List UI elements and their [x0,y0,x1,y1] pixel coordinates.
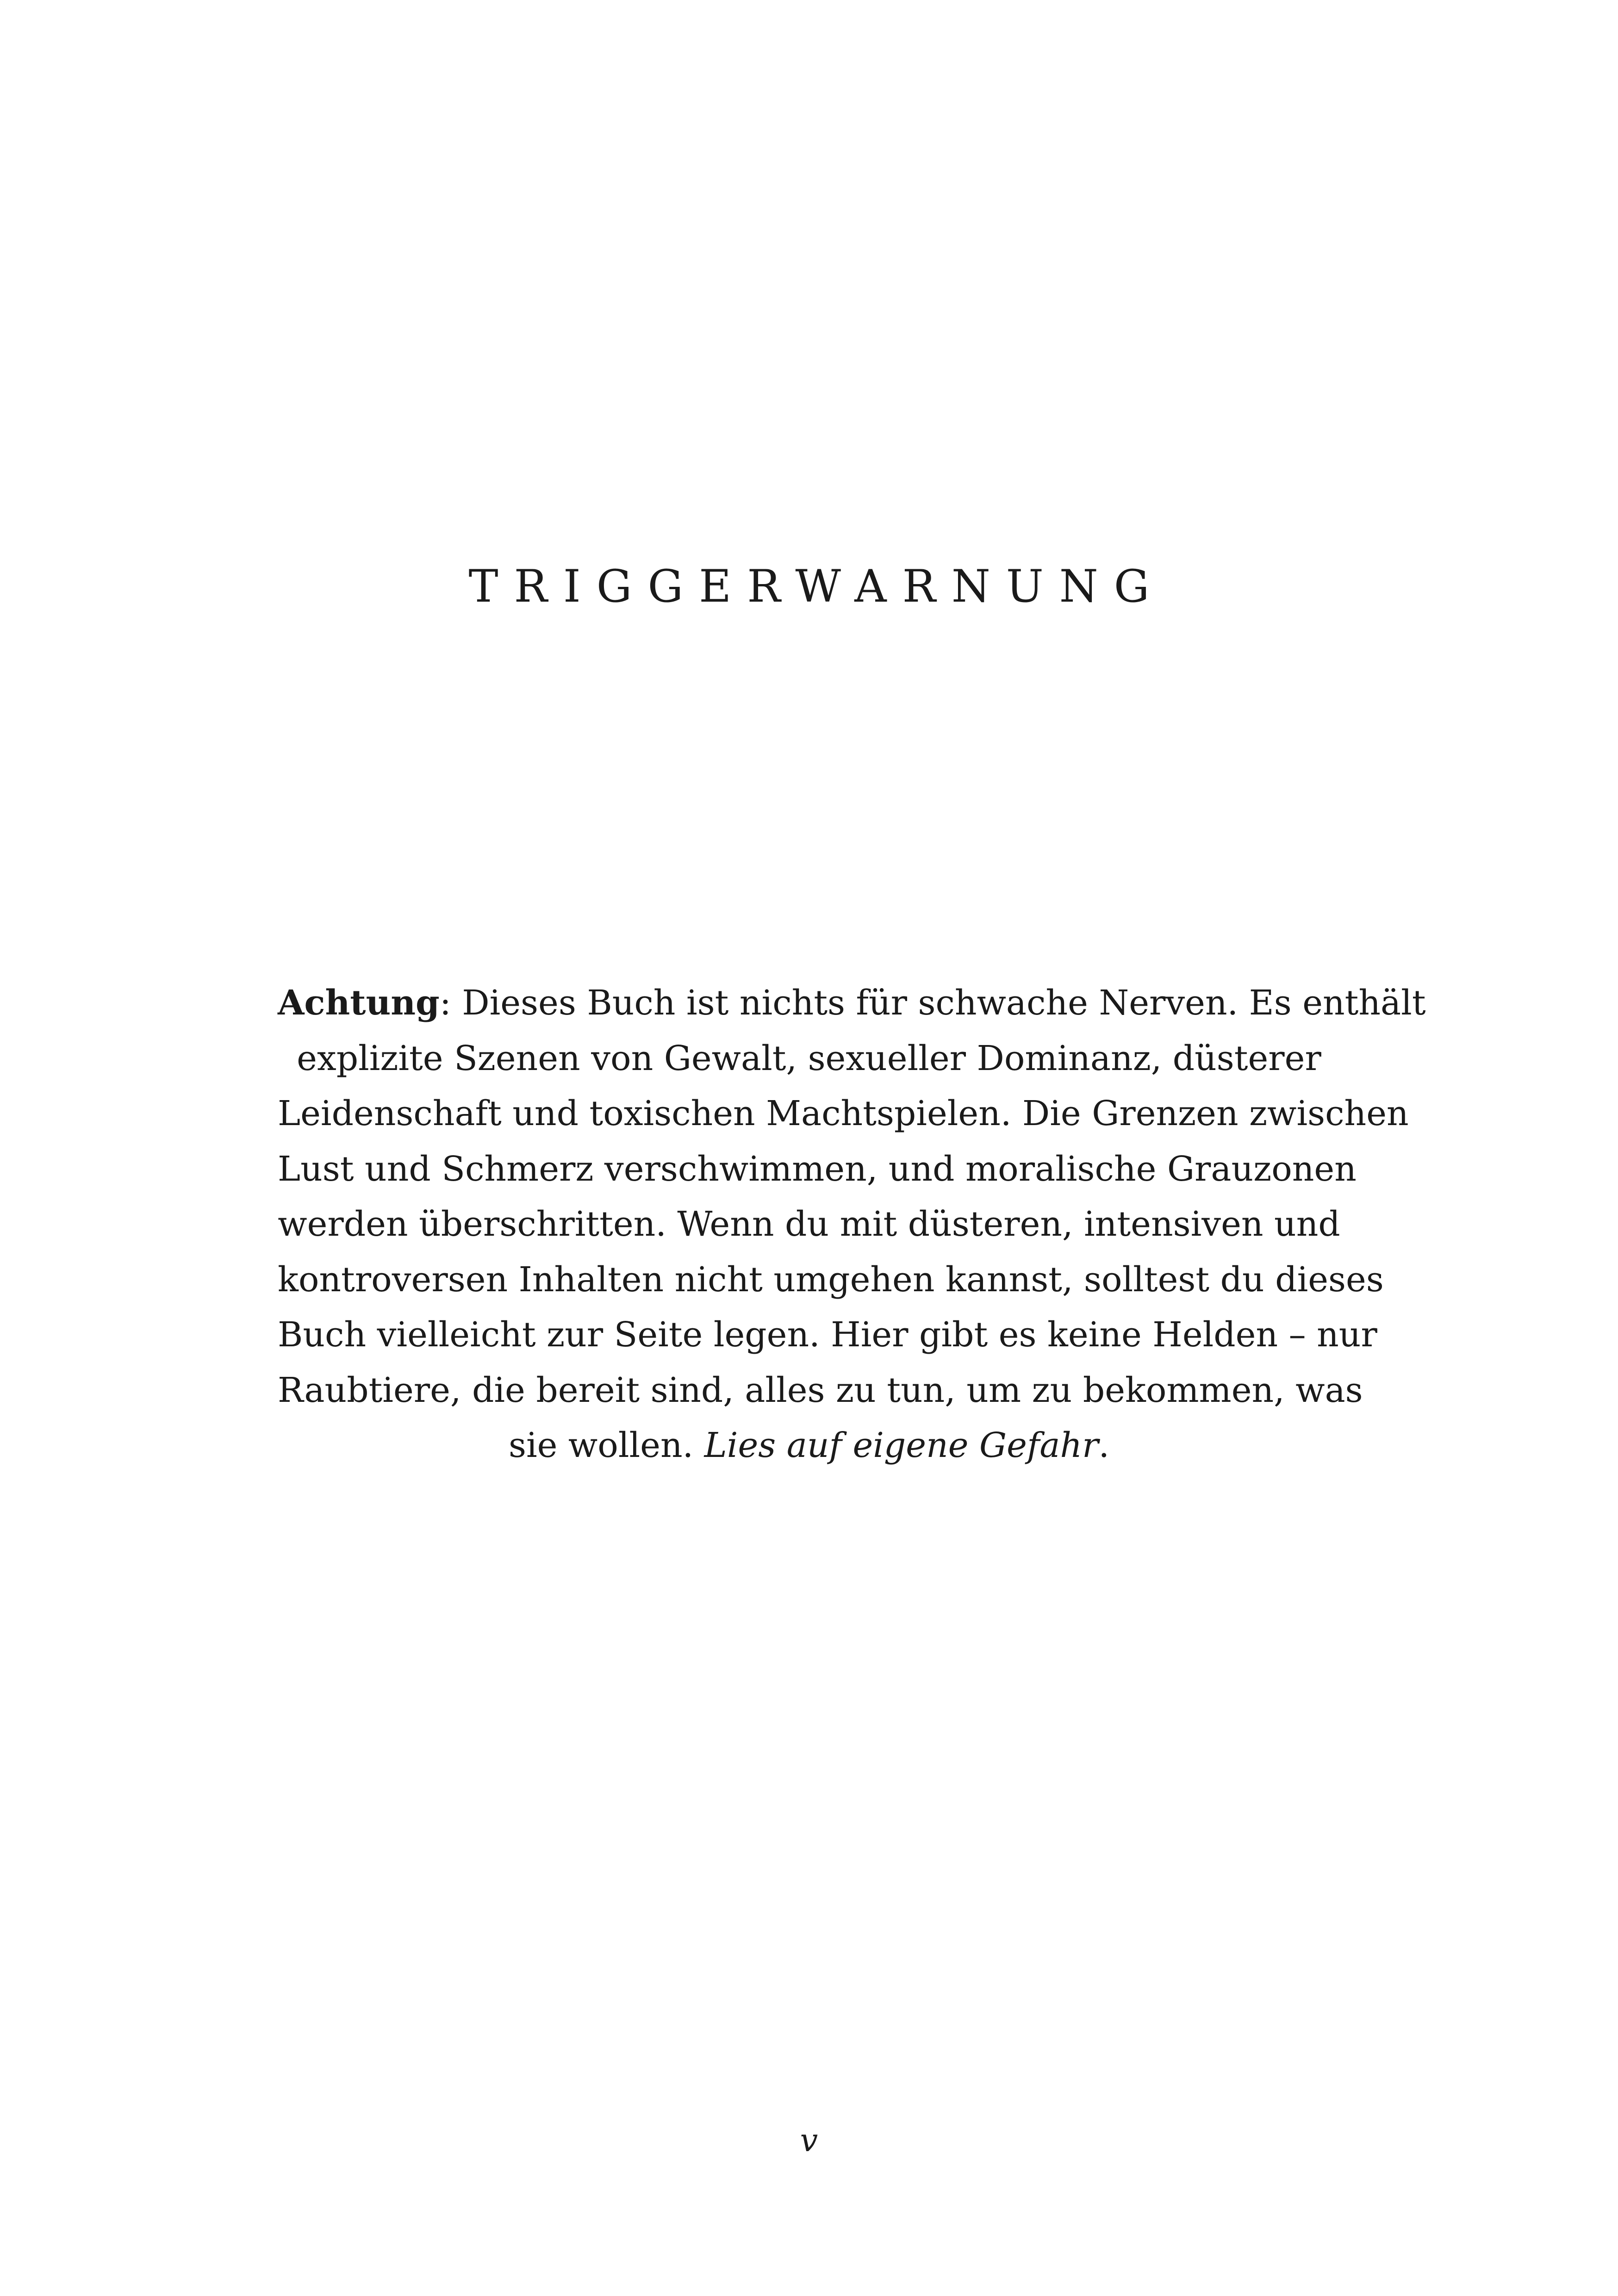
page-number: v [800,2122,818,2159]
paragraph-line-8: Raubtiere, die bereit sind, alles zu tun, um zu bekommen, was [278,1370,1363,1410]
warning-paragraph [278,976,1426,1474]
paragraph-line-4: Lust und Schmerz verschwimmen, und moralische Grauzonen [278,1149,1357,1189]
paragraph-line-5: werden überschritten. Wenn du mit düsteren, intensiven und [278,1204,1340,1244]
paragraph-line-7: Buch vielleicht zur Seite legen. Hier gibt es keine Helden – nur [278,1315,1377,1355]
chapter-title: TRIGGERWARNUNG [468,560,1165,612]
line-text: : Dieses Buch ist nichts für schwache Nerven. Es enthält [439,983,1426,1023]
paragraph-line-3: Leidenschaft und toxischen Machtspielen. Die Grenzen zwischen [278,1094,1409,1133]
line-end-punctuation: . [1098,1425,1110,1465]
warning-emphasis: Lies auf eigene Gefahr [704,1425,1099,1465]
paragraph-line-2: explizite Szenen von Gewalt, sexueller Dominanz, düsterer [297,1038,1321,1078]
achtung-label: Achtung [278,983,440,1023]
line-text: sie wollen. [508,1425,704,1465]
paragraph-line-6: kontroversen Inhalten nicht umgehen kannst, solltest du dieses [278,1259,1384,1300]
paragraph-line-9 [278,1418,1340,1474]
paragraph-line-1 [278,976,1426,1031]
